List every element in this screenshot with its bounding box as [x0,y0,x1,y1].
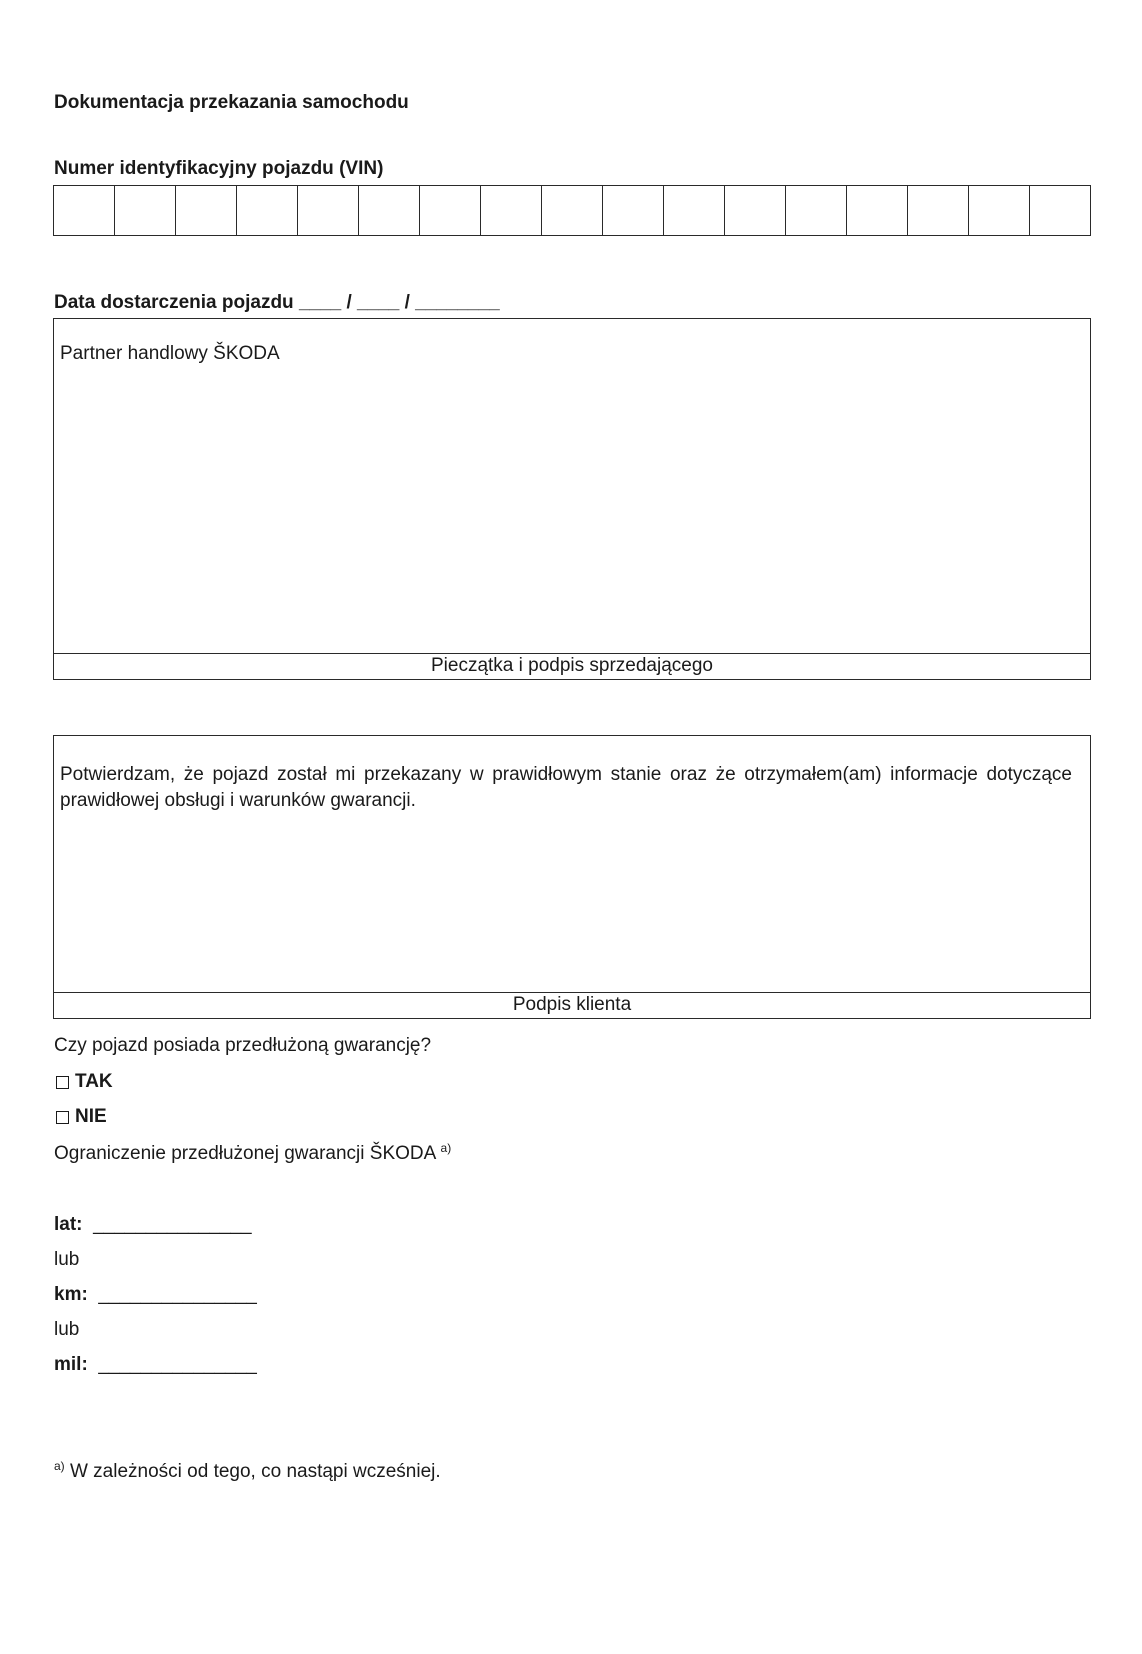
option-yes-label: TAK [75,1071,113,1092]
vin-char-cell[interactable] [908,186,969,235]
miles-blank[interactable]: _______________ [98,1354,257,1375]
vin-char-cell[interactable] [176,186,237,235]
confirmation-text: Potwierdzam, że pojazd został mi przekazany w prawidłowym stanie oraz że otrzymałem(am) informacje dotyczące prawidłowej obsługi i warunków gwarancji. [60,764,1072,811]
footnote [54,1461,441,1483]
footnote-text: W zależności od tego, co nastąpi wcześniej. [69,1461,441,1482]
warranty-limit-label: Ograniczenie przedłużonej gwarancji ŠKODA [54,1143,436,1164]
option-no-label: NIE [75,1106,107,1127]
dealer-signature-box[interactable] [53,318,1091,680]
years-label: lat: [54,1214,83,1235]
vin-char-cell[interactable] [298,186,359,235]
checkbox-yes[interactable] [56,1076,69,1089]
km-blank[interactable]: _______________ [98,1284,257,1305]
dealer-signature-caption: Pieczątka i podpis sprzedającego [54,653,1090,679]
vin-char-cell[interactable] [664,186,725,235]
years-blank[interactable]: _______________ [93,1214,252,1235]
vin-char-cell[interactable] [1030,186,1090,235]
miles-label: mil: [54,1354,88,1375]
vin-char-cell[interactable] [847,186,908,235]
vin-char-cell[interactable] [725,186,786,235]
miles-field[interactable] [54,1354,257,1376]
delivery-date-field[interactable]: ____ / ____ / ________ [298,292,500,313]
checkbox-no[interactable] [56,1111,69,1124]
years-field[interactable] [54,1214,252,1236]
km-label: km: [54,1284,88,1305]
vin-char-cell[interactable] [237,186,298,235]
vin-label: Numer identyfikacyjny pojazdu (VIN) [54,158,384,179]
delivery-date-row [54,292,500,314]
option-yes[interactable] [56,1071,113,1093]
vin-char-cell[interactable] [54,186,115,235]
vin-char-cell[interactable] [481,186,542,235]
extended-warranty-question: Czy pojazd posiada przedłużoną gwarancję? [54,1035,432,1056]
page-title: Dokumentacja przekazania samochodu [54,92,409,113]
vin-input-grid [53,185,1091,236]
vin-char-cell[interactable] [542,186,603,235]
or-text-2: lub [54,1319,80,1340]
client-signature-caption: Podpis klienta [54,992,1090,1018]
client-signature-box[interactable] [53,735,1091,1019]
footnote-ref: a) [440,1141,452,1155]
vin-char-cell[interactable] [359,186,420,235]
dealer-label: Partner handlowy ŠKODA [60,343,280,364]
vin-char-cell[interactable] [786,186,847,235]
option-no[interactable] [56,1106,107,1128]
warranty-limit-label-row [54,1143,451,1165]
vin-char-cell[interactable] [115,186,176,235]
vin-char-cell[interactable] [420,186,481,235]
delivery-date-label: Data dostarczenia pojazdu [54,292,294,313]
km-field[interactable] [54,1284,257,1306]
vin-char-cell[interactable] [603,186,664,235]
or-text-1: lub [54,1249,80,1270]
vin-char-cell[interactable] [969,186,1030,235]
footnote-marker: a) [54,1459,65,1473]
